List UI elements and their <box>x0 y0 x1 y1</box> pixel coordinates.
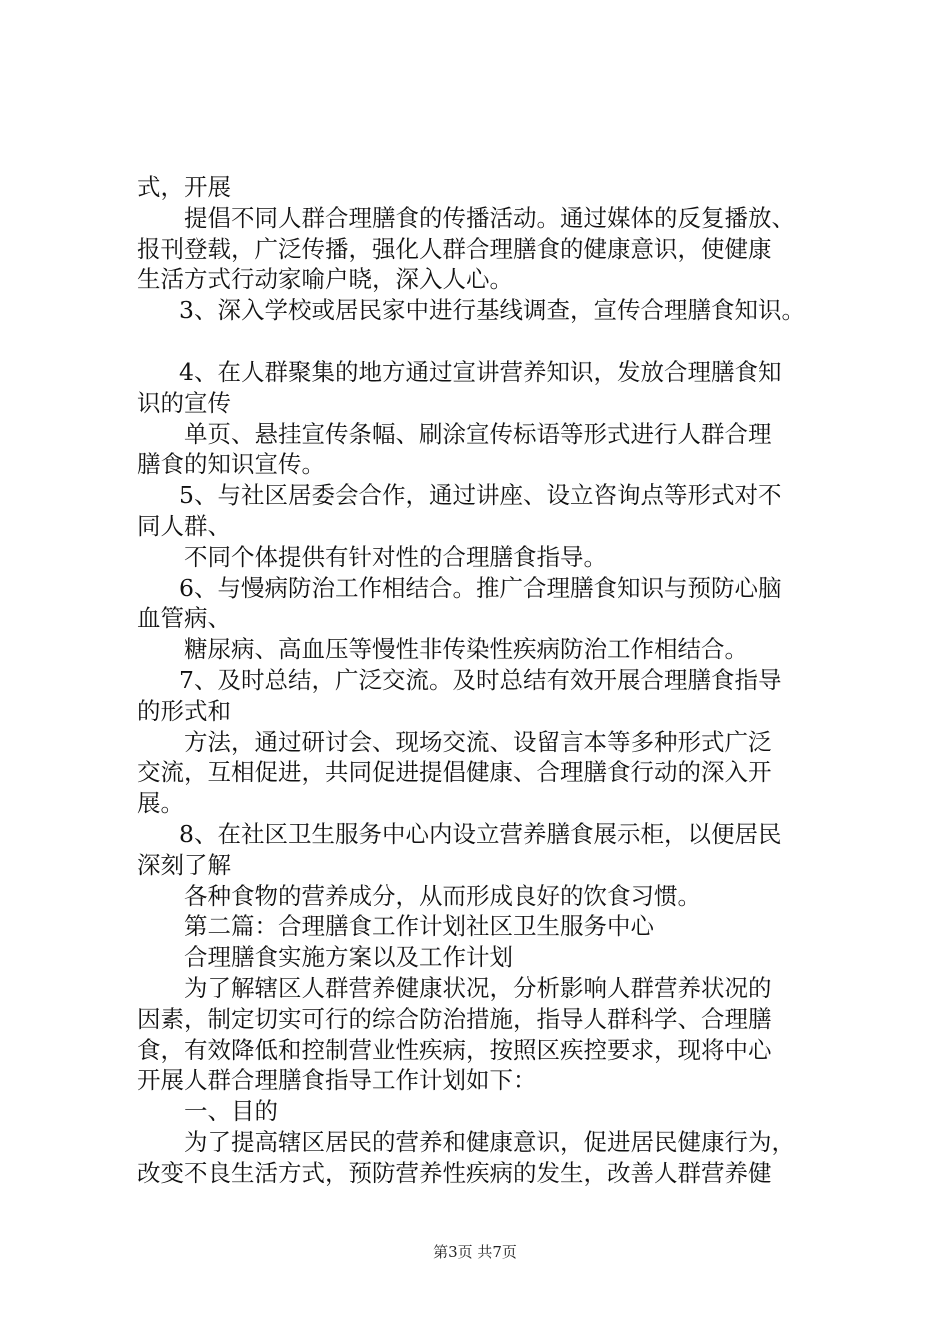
text-line: 4、在人群聚集的地方通过宣讲营养知识，发放合理膳食知 <box>179 357 782 386</box>
text-line: 膳食的知识宣传。 <box>137 450 325 479</box>
text-line: 生活方式行动家喻户晓，深入人心。 <box>137 265 513 294</box>
document-body <box>137 172 837 1189</box>
section-subheading: 合理膳食实施方案以及工作计划 <box>184 943 513 972</box>
text-line: 为了解辖区人群营养健康状况，分析影响人群营养状况的 <box>184 973 772 1002</box>
text-line: 各种食物的营养成分，从而形成良好的饮食习惯。 <box>184 881 701 910</box>
paragraph-gap <box>137 326 837 357</box>
text-line: 展。 <box>137 789 184 818</box>
text-line: 的形式和 <box>137 696 231 725</box>
text-line: 为了提高辖区居民的营养和健康意识，促进居民健康行为， <box>184 1127 795 1156</box>
text-line: 单页、悬挂宣传条幅、刷涂宣传标语等形式进行人群合理 <box>184 419 772 448</box>
text-line: 6、与慢病防治工作相结合。推广合理膳食知识与预防心脑 <box>179 573 782 602</box>
text-line: 不同个体提供有针对性的合理膳食指导。 <box>184 542 607 571</box>
text-line: 改变不良生活方式，预防营养性疾病的发生，改善人群营养健 <box>137 1158 772 1187</box>
section-heading: 一、目的 <box>184 1097 278 1126</box>
text-line: 识的宣传 <box>137 388 231 417</box>
text-line: 血管病、 <box>137 604 231 633</box>
text-line: 提倡不同人群合理膳食的传播活动。通过媒体的反复播放、 <box>184 203 795 232</box>
text-line: 7、及时总结，广泛交流。及时总结有效开展合理膳食指导 <box>179 665 782 694</box>
text-line: 方法，通过研讨会、现场交流、设留言本等多种形式广泛 <box>184 727 772 756</box>
page-number-footer: 第3页 共7页 <box>433 1243 517 1261</box>
text-line: 5、与社区居委会合作，通过讲座、设立咨询点等形式对不 <box>179 481 782 510</box>
text-line: 3、深入学校或居民家中进行基线调查，宣传合理膳食知识。 <box>179 296 805 325</box>
text-line: 同人群、 <box>137 511 231 540</box>
text-line: 深刻了解 <box>137 850 231 879</box>
text-line: 糖尿病、高血压等慢性非传染性疾病防治工作相结合。 <box>184 635 748 664</box>
text-line: 式，开展 <box>137 173 231 201</box>
section-heading: 第二篇：合理膳食工作计划社区卫生服务中心 <box>184 912 654 941</box>
text-line: 开展人群合理膳食指导工作计划如下： <box>137 1066 537 1095</box>
text-line: 食，有效降低和控制营业性疾病，按照区疾控要求，现将中心 <box>137 1035 772 1064</box>
text-line: 因素，制定切实可行的综合防治措施，指导人群科学、合理膳 <box>137 1004 772 1033</box>
text-line: 报刊登载，广泛传播，强化人群合理膳食的健康意识，使健康 <box>137 234 772 263</box>
text-line: 8、在社区卫生服务中心内设立营养膳食展示柜，以便居民 <box>179 819 782 848</box>
text-line: 交流，互相促进，共同促进提倡健康、合理膳食行动的深入开 <box>137 758 772 787</box>
